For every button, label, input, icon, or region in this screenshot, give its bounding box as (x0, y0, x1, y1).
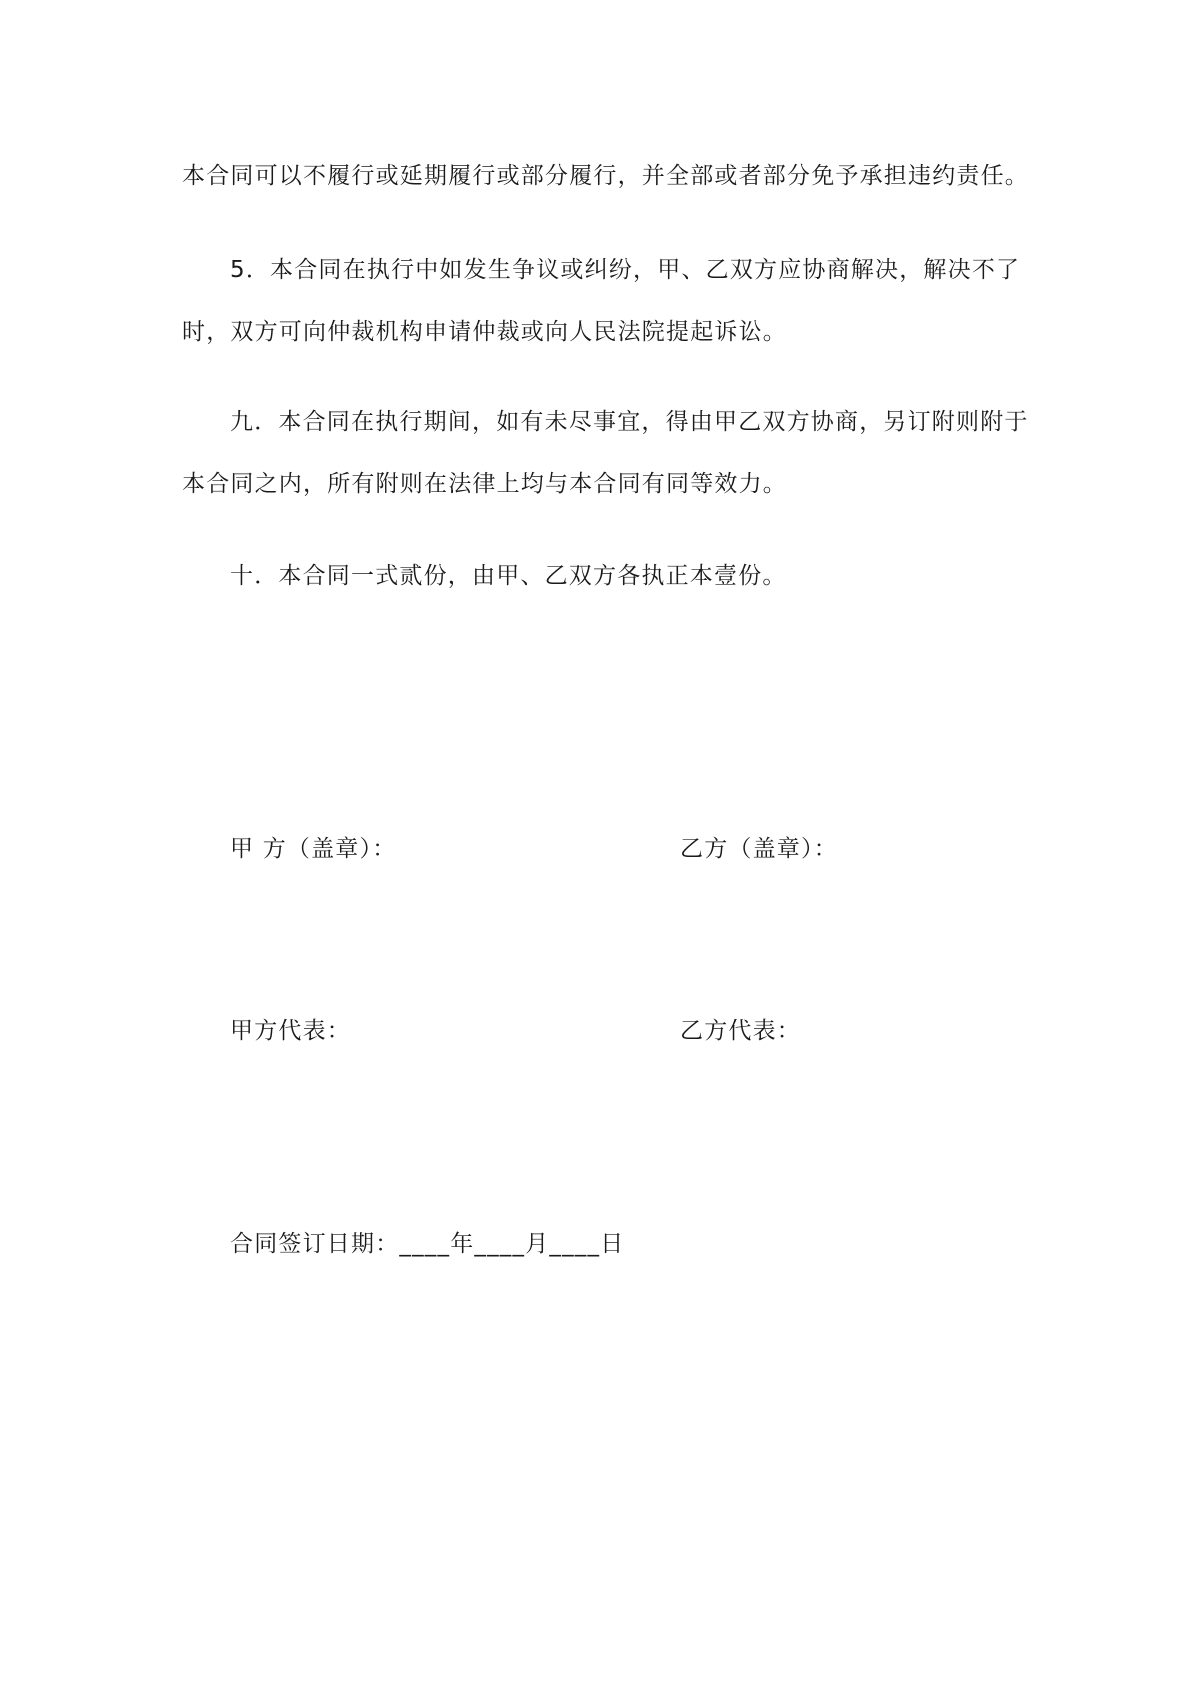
clause-9-line-2: 本合同之内，所有附则在法律上均与本合同有同等效力。 (182, 471, 787, 497)
party-a-seal-label: 甲 方（盖章）： (230, 836, 397, 862)
party-b-representative-label: 乙方代表： (680, 1018, 801, 1044)
contract-signing-date: 合同签订日期：____年____月____日 (230, 1231, 625, 1257)
clause-5-line-1: 5．本合同在执行中如发生争议或纠纷，甲、乙双方应协商解决，解决不了 (230, 257, 1021, 283)
clause-9-line-1: 九．本合同在执行期间，如有未尽事宜，得由甲乙双方协商，另订附则附于 (230, 409, 1029, 435)
clause-10-line: 十．本合同一式贰份，由甲、乙双方各执正本壹份。 (230, 563, 787, 589)
clause-continuation-line: 本合同可以不履行或延期履行或部分履行，并全部或者部分免予承担违约责任。 (182, 163, 1029, 189)
clause-5-line-2: 时，双方可向仲裁机构申请仲裁或向人民法院提起诉讼。 (182, 319, 787, 345)
party-a-representative-label: 甲方代表： (230, 1018, 351, 1044)
party-b-seal-label: 乙方（盖章）： (680, 836, 838, 862)
